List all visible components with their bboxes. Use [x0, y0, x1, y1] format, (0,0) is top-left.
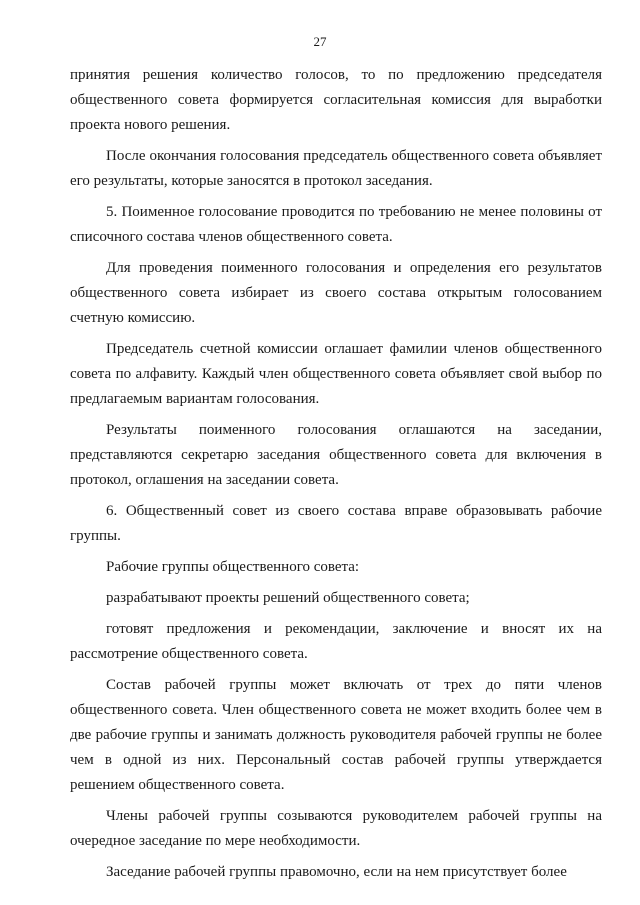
paragraph: разрабатывают проекты решений общественного совета; — [106, 590, 470, 606]
paragraph: Результаты поименного голосования оглашаются на заседании, представляются секретарю заседания общественного совета для включения в протокол, оглашения на заседании совета. — [70, 422, 602, 488]
paragraph: После окончания голосования председатель общественного совета объявляет его результаты, которые заносятся в протокол заседания. — [70, 148, 602, 189]
paragraph: 5. Поименное голосование проводится по требованию не менее половины от списочного состава членов общественного совета. — [70, 204, 602, 245]
paragraph: Рабочие группы общественного совета: — [106, 559, 360, 575]
paragraph: готовят предложения и рекомендации, заключение и вносят их на рассмотрение общественного совета. — [70, 621, 602, 662]
paragraph: Члены рабочей группы созываются руководителем рабочей группы на очередное заседание по мере необходимости. — [70, 808, 602, 849]
paragraph: Заседание рабочей группы правомочно, если на нем присутствует более — [106, 864, 567, 880]
paragraph: Председатель счетной комиссии оглашает фамилии членов общественного совета по алфавиту. Каждый член общественного совета объявляет свой выбор по предлагаемым вариантам голосования. — [70, 341, 602, 407]
document-body — [70, 63, 602, 891]
paragraph: Для проведения поименного голосования и определения его результатов общественного совета избирает из своего состава открытым голосованием счетную комиссию. — [70, 260, 602, 326]
page-number: 27 — [313, 34, 327, 49]
paragraph: 6. Общественный совет из своего состава вправе образовывать рабочие группы. — [70, 503, 602, 544]
paragraph: Состав рабочей группы может включать от трех до пяти членов общественного совета. Член общественного совета не может входить более чем в две рабочие группы и занимать должность руководителя рабочей группы не более чем в одной из них. Персональный состав рабочей группы утверждается решением общественного совета. — [70, 677, 602, 793]
paragraph: принятия решения количество голосов, то по предложению председателя общественного совета формируется согласительная комиссия для выработки проекта нового решения. — [70, 67, 602, 133]
